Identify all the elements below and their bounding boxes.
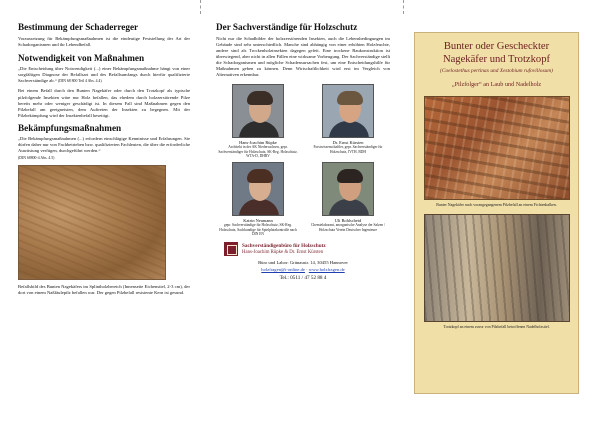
expert-card: [216, 84, 300, 159]
quote-necessity-text: „Die Entscheidung über Notwendigkeit (...) einer Bekämpfungsmaßnahme hängt von einer sorgfältigen Diagnose der Befallsart und des Befallsumfangs durch hierfür qualifizierte Sachverständige ab.“: [18, 66, 190, 84]
portrait-photo: [232, 162, 284, 216]
quote-necessity-source: (DIN 68 800 Teil 4 Abs. 4.4): [57, 79, 102, 84]
cover-latin-names: (Coelostethus pertinax und Xestobium rufovillosum): [440, 67, 553, 74]
quote-necessity: [18, 66, 190, 84]
portrait-hair-shape: [337, 91, 363, 105]
email-link[interactable]: holzfragen@t-online.de: [261, 266, 305, 272]
office-address: Büro und Labor: Grünaustr. 14, 30455 Hannover: [258, 260, 348, 266]
portrait-body-shape: [239, 121, 279, 138]
middle-panel: [216, 22, 390, 282]
section-text-necessity: Bei einem Befall durch den Bunten Nagekäfer oder durch den Trotzkopf als typische pilzfolgende Insekten wäre nur Holz befallen, das ehedem durch holzzerstörende Pilze bereits mehr oder weniger geschädigt ist. In diesem Fall sind Maßnahmen gegen den Pilzbefall am geeignetsten, dem Auftreten der Insekten zu begegnen. Mit der Pilzbekämpfung wird der Insektenbefall beseitigt.: [18, 88, 190, 118]
portrait-body-shape: [329, 121, 369, 138]
contact-block: [216, 260, 390, 281]
fold-mark-right: [403, 0, 404, 14]
website-link[interactable]: www.holzfragen.de: [308, 266, 345, 272]
contact-links: [216, 267, 390, 273]
portrait-photo: [322, 162, 374, 216]
section-text-expert: Nicht nur die Schadbilder der holzzerstörenden Insekten, auch die Lebensbedingungen im Gebäude sind sehr unterschiedlich. Manche sind abhängig von einer erhöhten Holzfeuchte, andere sind als Trockenholzinsekten dagegen gefeit. Eine trockene Baukonstruktion ist überwiegend, aber nicht in allen Fällen eine wirksame Vorbeugung. Der Sachverständige stellt die Schadorganismen und mögliche Schadensursachen fest, um eine Entscheidungshilfe für Maßnahmen geben zu können. Denn Wirtschaftlichkeit wird erst im Vergleich von Alternativen erkennbar.: [216, 35, 390, 77]
portrait-photo: [322, 84, 374, 138]
expert-role: gepr. Sachverständige für Holzschutz, SK-Reg. Holzschutz, Sachkundige für Spielplatzkontrolle nach DIN EN: [219, 223, 297, 236]
office-header: [224, 242, 390, 256]
cover-panel: [414, 32, 579, 394]
fold-mark-left: [200, 0, 201, 14]
office-logo-icon: [224, 242, 238, 256]
portrait-photo: [232, 84, 284, 138]
office-heading: [242, 243, 326, 255]
expert-name: Uli Bohlscheid: [334, 217, 362, 223]
section-text-determination: Voraussetzung für Bekämpfungsmaßnahmen ist die eindeutige Feststellung der Art der Schadorganismen und ihr Lebendbefall.: [18, 35, 190, 47]
expert-role: Architekt in der AK Niedersachsen, gepr. Sachverständiger für Holzschutz, SK-Reg. Holzschutz, WTA-D, DHBV: [218, 145, 298, 159]
cover-tagline: „Pilzfolger“ an Laub und Nadelholz: [451, 80, 542, 88]
section-title-measures: Bekämpfungsmaßnahmen: [18, 122, 122, 133]
quote-measures-source: (DIN 68800-4 Abs. 4.5): [18, 155, 55, 160]
link-separator: ·: [306, 266, 308, 272]
phone-number: Tel.: 0511 / 47 52 88 4: [279, 274, 327, 281]
quote-measures: [18, 136, 190, 160]
expert-card: [216, 162, 300, 237]
photo-beetle-spruce-beam: [424, 96, 570, 200]
section-title-expert: Der Sachverständige für Holzschutz: [216, 22, 358, 32]
section-title-necessity: Notwendigkeit von Maßnahmen: [18, 52, 145, 63]
office-title: Sachverständigenbüro für Holzschutz: [242, 243, 326, 250]
section-title-determination: Bestimmung der Schaderreger: [18, 22, 139, 32]
expert-card: [306, 84, 390, 159]
photo-caption-beetle-damage: Befallsbild des Bunten Nagekäfers im Splintholzbereich (Innenseite Eichenstiel, 2-3 cm), der dort von einem Naßfäulepilz befallen war. Der gegen Pilzbefall resistente Kern ist gesund.: [18, 283, 190, 295]
quote-measures-text: „Die Bekämpfungsmaßnahmen (...) erfordern einschlägige Kenntnisse und Erfahrungen. Sie dürfen daher nur von Fachbetrieben bzw. qualifizierten Fachleuten, die über die erforderliche Ausrüstung verfügen, durchgeführt werden.“: [18, 136, 190, 154]
caption-beetle-spruce-beam: Bunter Nagekäfer nach vorangegangenem Pilzbefall an einem Fichtenbalken.: [436, 202, 557, 207]
caption-trotzkopf-softwood: Trotzkopf an einem zuvor von Pilzbefall betroffenen Nadelholzstiel.: [443, 324, 550, 329]
portrait-hair-shape: [247, 91, 273, 105]
expert-card: [306, 162, 390, 237]
cover-title: Bunter oder Gescheckter Nagekäfer und Trotzkopf: [442, 41, 551, 65]
expert-name: Hans-Joachim Rüpke: [239, 140, 277, 146]
expert-portraits: [216, 84, 390, 236]
portrait-hair-shape: [247, 169, 273, 183]
office-names: Hans-Joachim Rüpke & Dr. Ernst Kürsten: [242, 249, 324, 255]
photo-trotzkopf-softwood: [424, 214, 570, 322]
expert-role: Chemielaborant, anorganische Analyse der Salzen / Holzschutz Verein Deutscher Ingenieure: [311, 223, 385, 232]
portrait-hair-shape: [337, 169, 363, 183]
expert-name: Dr. Ernst Kürsten: [332, 140, 364, 146]
portrait-body-shape: [239, 199, 279, 216]
photo-beetle-damage: [18, 165, 166, 280]
expert-name: Katrin Neumann: [243, 217, 273, 223]
portrait-body-shape: [329, 199, 369, 216]
expert-role: Forstwissenschaftler, gepr. Sachverständiger für Holzschutz, IVTH, BDH: [313, 145, 383, 154]
left-panel: [18, 22, 190, 300]
